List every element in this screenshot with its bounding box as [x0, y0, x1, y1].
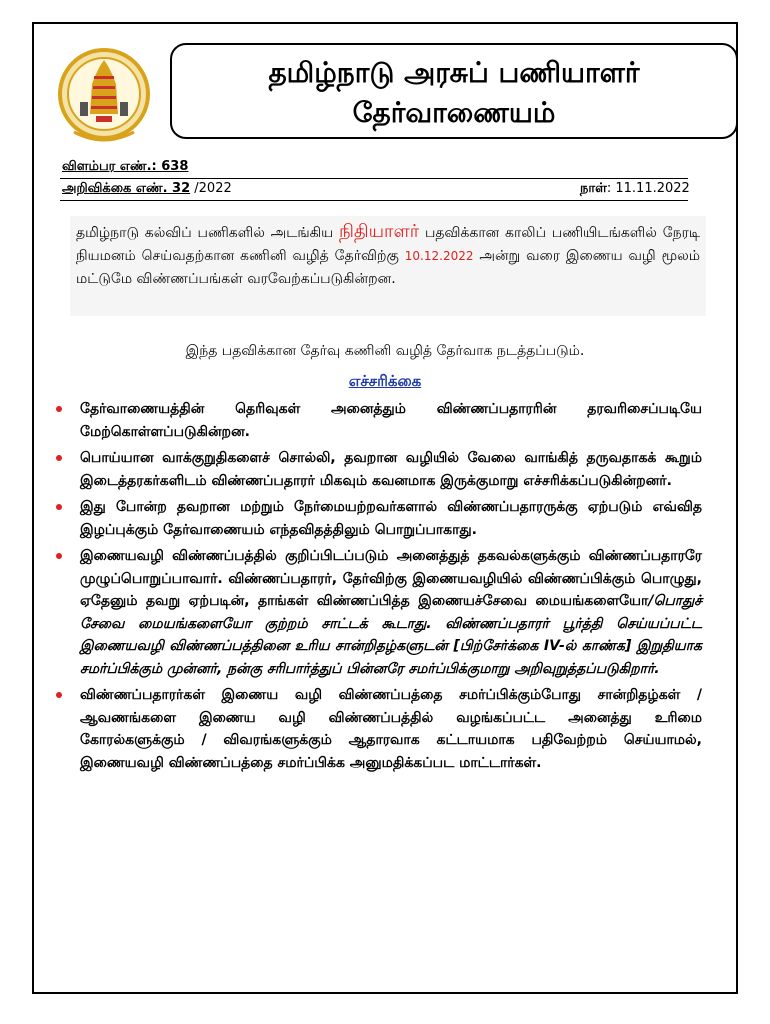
- title-box: [170, 43, 738, 139]
- notification-date: [580, 181, 690, 197]
- last-date: 10.12.2022: [404, 249, 474, 263]
- advertisement-number: [62, 159, 188, 175]
- tamil-nadu-emblem-icon: [56, 44, 152, 154]
- bullet-icon: [56, 553, 62, 559]
- advt-label: விளம்பர எண்: [62, 159, 147, 174]
- list-item: [52, 545, 702, 680]
- bullet-icon: [56, 504, 62, 510]
- list-item-text: பொய்யான வாக்குறுதிகளைச் சொல்லி, தவறான வழியில் வேலை வாங்கித் தருவதாகக் கூறும் இடைத்தரகர்களிடம் விண்ணப்பதாரர் மிகவும் கவனமாக இருக்குமாறு எச்சரிக்கப்படுகின்றனர்.: [80, 450, 702, 489]
- advt-value: .: 638: [146, 159, 189, 174]
- warning-list: [52, 398, 702, 778]
- post-name: நிதியாளர்: [338, 221, 420, 242]
- intro-text: தமிழ்நாடு கல்விப் பணிகளில் அடங்கிய: [76, 225, 334, 241]
- exam-mode-note: இந்த பதவிக்கான தேர்வு கணினி வழித் தேர்வாக நடத்தப்படும்.: [185, 343, 585, 359]
- date-value: : 11.11.2022: [606, 181, 690, 196]
- notification-value: . 32: [162, 181, 191, 196]
- page-title-line2: தேர்வாணையம்: [352, 96, 556, 129]
- list-item-text: தேர்வாணையத்தின் தெரிவுகள் அனைத்தும் விண்ணப்பதாரரின் தரவரிசைப்படியே மேற்கொள்ளப்படுகின்றன.: [80, 401, 702, 440]
- list-item: [52, 398, 702, 443]
- bullet-icon: [56, 406, 62, 412]
- list-item-text: இணையவழி விண்ணப்பத்தில் குறிப்பிடப்படும் அனைத்துத் தகவல்களுக்கும் விண்ணப்பதாரரே முழுப்பொறுப்பாவார். விண்ணப்பதாரர், தேர்விற்கு இணையவழியில் விண்ணப்பிக்கும் பொழுது, ஏதேனும் தவறு ஏற்படின், தாங்கள் விண்ணப்பித்த இணையச்சேவை மையங்களையோ: [80, 548, 702, 609]
- divider: [60, 200, 688, 201]
- notification-label: அறிவிக்கை எண்: [62, 181, 163, 196]
- intro-text: பதவிக்கான காலிப் பணியிடங்களில் நேரடி நியமனம் செய்வதற்கான கணினி வழித் தேர்விற்கு: [76, 225, 701, 264]
- bullet-icon: [56, 455, 62, 461]
- page-title-line1: தமிழ்நாடு அரசுப் பணியாளர்: [268, 56, 640, 89]
- notification-number: [62, 181, 232, 197]
- list-item-italic-text: /பொதுச் சேவை மையங்களையோ குற்றம் சாட்டக் கூடாது. விண்ணப்பதாரர் பூர்த்தி செய்யப்பட்ட இணையவழி விண்ணப்பத்தினை உரிய சான்றிதழ்களுடன் [பிற்சேர்க்கை IV-ல் காண்க] இறுதியாக சமர்ப்பிக்கும் முன்னர், நன்கு சரிபார்த்துப் பின்னரே சமர்ப்பிக்குமாறு அறிவுறுத்தப்படுகிறார்.: [80, 593, 702, 677]
- list-item: [52, 496, 702, 541]
- list-item-text: இது போன்ற தவறான மற்றும் நேர்மையற்றவர்களால் விண்ணப்பதாரருக்கு ஏற்படும் எவ்வித இழப்புக்கும் தேர்வாணையம் எந்தவிதத்திலும் பொறுப்பாகாது.: [80, 499, 702, 538]
- warning-heading: எச்சரிக்கை: [348, 372, 422, 390]
- list-item: [52, 684, 702, 774]
- list-item-text: விண்ணப்பதாரர்கள் இணைய வழி விண்ணப்பத்தை சமர்ப்பிக்கும்போது சான்றிதழ்கள் / ஆவணங்களை இணைய வழி விண்ணப்பத்தில் வழங்கப்பட்ட அனைத்து உரிமை கோரல்களுக்கும் / விவரங்களுக்கும் ஆதாரவாக கட்டாயமாக பதிவேற்றம் செய்யாமல், இணையவழி விண்ணப்பத்தை சமர்ப்பிக்க அனுமதிக்கப்பட மாட்டார்கள்.: [80, 687, 702, 771]
- intro-paragraph: [70, 216, 706, 316]
- date-label: நாள்: [580, 181, 607, 196]
- divider: [60, 178, 688, 179]
- notification-year: /2022: [190, 181, 232, 196]
- intro-text: அன்று வரை இணைய வழி மூலம் மட்டுமே விண்ணப்பங்கள் வரவேற்கப்படுகின்றன.: [76, 248, 700, 287]
- bullet-icon: [56, 692, 62, 698]
- list-item: [52, 447, 702, 492]
